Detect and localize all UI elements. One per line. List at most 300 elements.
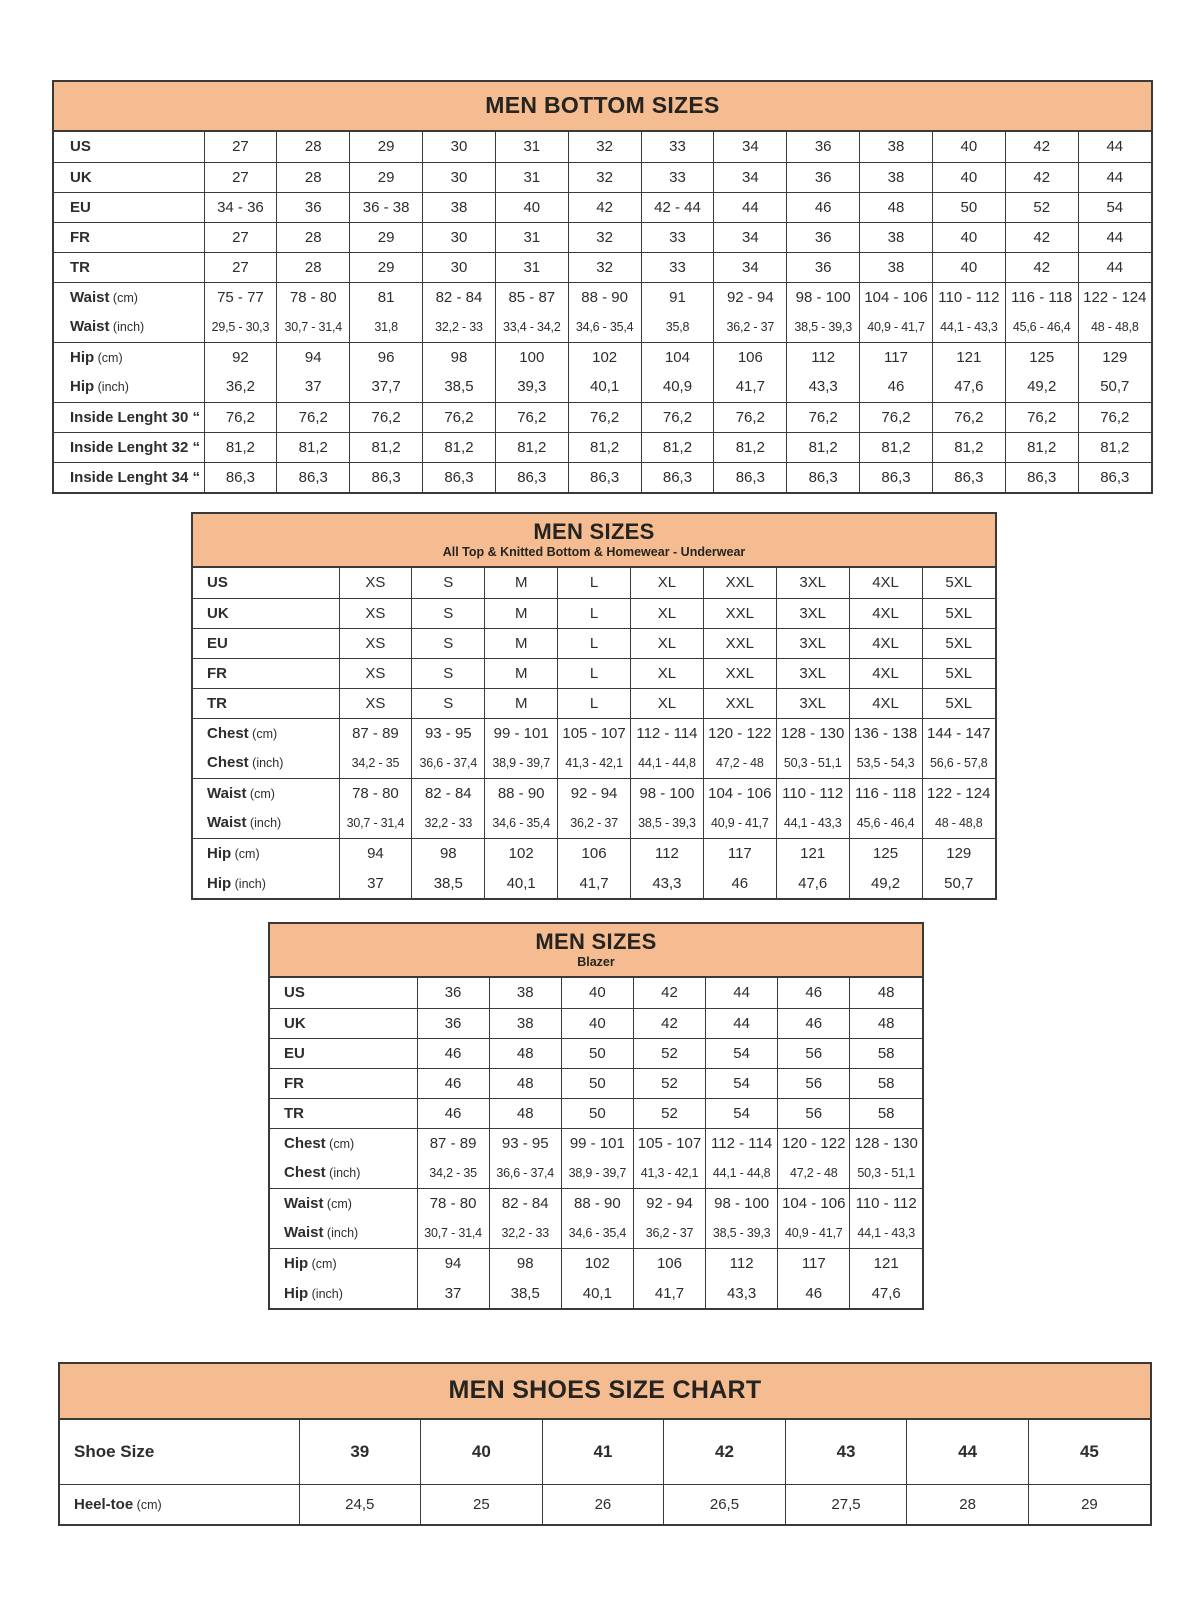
size-cell: 30,7 - 31,4	[417, 1218, 489, 1248]
size-cell: 39,3	[495, 372, 568, 402]
size-cell: XS	[339, 628, 412, 658]
size-cell: 110 - 112	[850, 1188, 922, 1218]
size-cell: 32,2 - 33	[412, 808, 485, 838]
size-cell: 56	[778, 1068, 850, 1098]
row-label-text: Inside Lenght 32 “	[70, 438, 201, 456]
table-row	[193, 718, 995, 748]
size-cell: 98 - 100	[631, 778, 704, 808]
size-cell: 44	[714, 192, 787, 222]
row-label	[193, 628, 339, 658]
size-cell: 40	[421, 1420, 543, 1484]
row-label	[60, 1420, 299, 1484]
size-cell: 42	[664, 1420, 786, 1484]
size-cell: 86,3	[1005, 462, 1078, 492]
size-cell: 88 - 90	[568, 282, 641, 312]
size-cell: 34,2 - 35	[417, 1158, 489, 1188]
size-cell: M	[485, 658, 558, 688]
size-cell: 86,3	[714, 462, 787, 492]
size-cell: 38,5 - 39,3	[706, 1218, 778, 1248]
size-cell: 32	[568, 222, 641, 252]
size-cell: 48	[489, 1068, 561, 1098]
row-label-unit: (inch)	[325, 1166, 361, 1181]
size-cell: 26,5	[664, 1484, 786, 1524]
table-row	[60, 1420, 1150, 1484]
row-label-text: US	[284, 984, 305, 1002]
row-label-text: Waist	[284, 1194, 324, 1212]
table-row	[54, 402, 1151, 432]
size-cell: M	[485, 688, 558, 718]
row-label-unit: (cm)	[325, 1136, 355, 1151]
size-cell: 76,2	[1078, 402, 1151, 432]
size-cell: 41,3 - 42,1	[633, 1158, 705, 1188]
size-cell: 36	[787, 132, 860, 162]
size-cell: 32	[568, 162, 641, 192]
row-label-unit: (inch)	[308, 1286, 343, 1301]
size-cell: 28	[277, 222, 350, 252]
size-cell: 31	[495, 222, 568, 252]
row-label	[54, 372, 204, 402]
size-cell: 93 - 95	[489, 1128, 561, 1158]
size-cell: 37,7	[350, 372, 423, 402]
size-cell: 32,2 - 33	[423, 312, 496, 342]
size-cell: 35,8	[641, 312, 714, 342]
size-cell: 76,2	[1005, 402, 1078, 432]
row-label-unit: (cm)	[231, 846, 260, 861]
size-cell: 37	[339, 868, 412, 898]
size-cell: 43	[785, 1420, 907, 1484]
size-cell: 4XL	[849, 658, 922, 688]
size-cell: 110 - 112	[776, 778, 849, 808]
size-cell: 36	[417, 1008, 489, 1038]
size-grid	[193, 568, 995, 898]
table-title: MEN SHOES SIZE CHART	[448, 1376, 762, 1405]
size-cell: 41,7	[714, 372, 787, 402]
size-cell: 42	[1005, 162, 1078, 192]
size-cell: 34	[714, 132, 787, 162]
row-label	[54, 222, 204, 252]
table-men-sizes-blazer	[268, 922, 924, 1310]
size-grid	[60, 1420, 1150, 1524]
table-row	[193, 688, 995, 718]
table-row	[60, 1484, 1150, 1524]
size-cell: 29	[350, 252, 423, 282]
size-cell: 38,9 - 39,7	[485, 748, 558, 778]
size-cell: 36,2 - 37	[633, 1218, 705, 1248]
row-label	[270, 1068, 417, 1098]
size-cell: 40	[932, 132, 1005, 162]
size-cell: 92 - 94	[558, 778, 631, 808]
size-cell: 106	[633, 1248, 705, 1278]
table-title: MEN SIZES	[533, 519, 655, 545]
row-label-text: Waist	[70, 288, 110, 306]
size-cell: 3XL	[776, 628, 849, 658]
size-cell: 46	[417, 1098, 489, 1128]
size-cell: 50,3 - 51,1	[850, 1158, 922, 1188]
row-label-unit: (cm)	[246, 786, 275, 801]
size-cell: 76,2	[714, 402, 787, 432]
size-cell: 41,7	[558, 868, 631, 898]
size-cell: 44	[1078, 252, 1151, 282]
row-label-text: Waist	[70, 318, 110, 336]
table-men-sizes-tops	[191, 512, 997, 900]
row-label	[270, 1038, 417, 1068]
size-cell: 46	[778, 1278, 850, 1308]
size-cell: 5XL	[922, 568, 995, 598]
row-label-text: FR	[284, 1074, 304, 1092]
size-cell: 3XL	[776, 688, 849, 718]
size-cell: 5XL	[922, 688, 995, 718]
row-label	[54, 132, 204, 162]
row-label	[270, 1278, 417, 1308]
size-cell: 105 - 107	[558, 718, 631, 748]
table-row	[54, 432, 1151, 462]
size-cell: 50	[561, 1038, 633, 1068]
size-cell: 42	[1005, 252, 1078, 282]
size-cell: 94	[277, 342, 350, 372]
row-label-text: UK	[284, 1014, 306, 1032]
row-label	[54, 402, 204, 432]
row-label-text: UK	[207, 604, 229, 622]
row-label-unit: (cm)	[109, 290, 138, 305]
table-row	[193, 628, 995, 658]
table-row	[54, 132, 1151, 162]
table-men-bottom-sizes	[52, 80, 1153, 494]
size-cell: 47,6	[932, 372, 1005, 402]
size-cell: L	[558, 688, 631, 718]
size-cell: XS	[339, 568, 412, 598]
size-cell: 104 - 106	[703, 778, 776, 808]
size-cell: 28	[277, 162, 350, 192]
size-cell: 94	[417, 1248, 489, 1278]
size-cell: 56	[778, 1098, 850, 1128]
size-cell: 3XL	[776, 598, 849, 628]
size-cell: 56	[778, 1038, 850, 1068]
row-label	[270, 1098, 417, 1128]
size-cell: 46	[417, 1038, 489, 1068]
row-label	[54, 462, 204, 492]
size-cell: 116 - 118	[849, 778, 922, 808]
table-row	[54, 222, 1151, 252]
size-cell: 40,9	[641, 372, 714, 402]
size-cell: 44	[907, 1420, 1029, 1484]
row-label	[193, 778, 339, 808]
size-cell: 81,2	[350, 432, 423, 462]
size-cell: 117	[703, 838, 776, 868]
size-cell: 40,9 - 41,7	[703, 808, 776, 838]
size-cell: 76,2	[641, 402, 714, 432]
size-cell: 81,2	[932, 432, 1005, 462]
size-cell: 129	[1078, 342, 1151, 372]
row-label-text: TR	[284, 1104, 304, 1122]
size-cell: 42	[1005, 132, 1078, 162]
size-cell: 87 - 89	[417, 1128, 489, 1158]
table-header	[270, 924, 922, 978]
size-cell: 48 - 48,8	[1078, 312, 1151, 342]
size-cell: 33,4 - 34,2	[495, 312, 568, 342]
size-cell: 92	[204, 342, 277, 372]
row-label-text: Hip	[284, 1254, 309, 1272]
table-row	[193, 808, 995, 838]
size-cell: 58	[850, 1068, 922, 1098]
size-cell: 86,3	[277, 462, 350, 492]
size-cell: 26	[542, 1484, 664, 1524]
size-cell: 44	[1078, 222, 1151, 252]
size-cell: 34	[714, 252, 787, 282]
size-cell: S	[412, 658, 485, 688]
size-cell: 106	[558, 838, 631, 868]
size-cell: 112	[706, 1248, 778, 1278]
size-cell: 112	[787, 342, 860, 372]
size-cell: 36	[787, 162, 860, 192]
size-cell: 3XL	[776, 568, 849, 598]
size-cell: 40	[932, 162, 1005, 192]
size-cell: 5XL	[922, 628, 995, 658]
row-label-text: Inside Lenght 34 “	[70, 468, 201, 486]
row-label-text: TR	[207, 694, 227, 712]
size-cell: 128 - 130	[850, 1128, 922, 1158]
row-label-text: Shoe Size	[74, 1441, 155, 1461]
size-cell: 81,2	[204, 432, 277, 462]
size-cell: 121	[850, 1248, 922, 1278]
table-row	[270, 1008, 922, 1038]
table-header	[60, 1364, 1150, 1420]
table-row	[270, 1068, 922, 1098]
size-cell: 54	[706, 1098, 778, 1128]
size-cell: 48	[489, 1098, 561, 1128]
size-cell: 47,6	[776, 868, 849, 898]
size-cell: 46	[787, 192, 860, 222]
size-cell: 38,5 - 39,3	[787, 312, 860, 342]
size-cell: 50	[561, 1068, 633, 1098]
row-label	[193, 568, 339, 598]
row-label-text: FR	[207, 664, 227, 682]
size-cell: 120 - 122	[703, 718, 776, 748]
size-cell: 52	[633, 1038, 705, 1068]
size-cell: 58	[850, 1098, 922, 1128]
size-cell: 28	[277, 132, 350, 162]
size-cell: 41	[542, 1420, 664, 1484]
size-cell: 49,2	[849, 868, 922, 898]
row-label	[54, 282, 204, 312]
row-label	[54, 192, 204, 222]
table-header	[193, 514, 995, 568]
row-label-text: Hip	[70, 348, 95, 366]
size-cell: 36,6 - 37,4	[489, 1158, 561, 1188]
size-cell: 37	[417, 1278, 489, 1308]
size-cell: 86,3	[641, 462, 714, 492]
size-cell: 32	[568, 252, 641, 282]
size-cell: L	[558, 658, 631, 688]
size-cell: S	[412, 568, 485, 598]
size-cell: 48	[860, 192, 933, 222]
size-cell: XL	[631, 628, 704, 658]
size-cell: 82 - 84	[412, 778, 485, 808]
size-cell: 47,6	[850, 1278, 922, 1308]
size-cell: 81,2	[277, 432, 350, 462]
size-cell: L	[558, 598, 631, 628]
size-cell: 39	[299, 1420, 421, 1484]
size-cell: 38	[860, 252, 933, 282]
size-cell: 120 - 122	[778, 1128, 850, 1158]
row-label	[193, 688, 339, 718]
size-cell: 34,6 - 35,4	[485, 808, 558, 838]
size-cell: 42	[568, 192, 641, 222]
size-cell: 88 - 90	[485, 778, 558, 808]
row-label-text: Chest	[207, 754, 249, 772]
size-cell: 30	[423, 162, 496, 192]
size-cell: 112	[631, 838, 704, 868]
size-cell: 27,5	[785, 1484, 907, 1524]
size-cell: 46	[778, 978, 850, 1008]
row-label-unit: (inch)	[248, 756, 284, 771]
size-cell: 29	[350, 132, 423, 162]
size-cell: 29,5 - 30,3	[204, 312, 277, 342]
size-cell: 78 - 80	[277, 282, 350, 312]
size-cell: 38	[860, 132, 933, 162]
size-cell: 42	[633, 978, 705, 1008]
row-label-text: Waist	[284, 1224, 324, 1242]
row-label-unit: (inch)	[231, 876, 266, 891]
size-cell: 31	[495, 162, 568, 192]
size-cell: 81,2	[641, 432, 714, 462]
size-cell: L	[558, 568, 631, 598]
size-cell: 92 - 94	[714, 282, 787, 312]
size-cell: 29	[350, 162, 423, 192]
size-cell: 144 - 147	[922, 718, 995, 748]
size-cell: 52	[633, 1068, 705, 1098]
size-cell: XL	[631, 598, 704, 628]
size-cell: 54	[706, 1068, 778, 1098]
size-cell: XS	[339, 688, 412, 718]
row-label	[54, 252, 204, 282]
size-cell: 76,2	[932, 402, 1005, 432]
size-cell: 47,2 - 48	[778, 1158, 850, 1188]
size-cell: 31	[495, 132, 568, 162]
table-row	[270, 978, 922, 1008]
size-cell: 34	[714, 162, 787, 192]
size-cell: 125	[849, 838, 922, 868]
size-cell: 42 - 44	[641, 192, 714, 222]
size-cell: 81	[350, 282, 423, 312]
size-cell: 43,3	[787, 372, 860, 402]
size-cell: 87 - 89	[339, 718, 412, 748]
table-subtitle: Blazer	[577, 954, 615, 969]
size-cell: 76,2	[495, 402, 568, 432]
row-label-text: US	[207, 574, 228, 592]
size-cell: 129	[922, 838, 995, 868]
table-title: MEN BOTTOM SIZES	[485, 92, 720, 119]
size-cell: 40,9 - 41,7	[860, 312, 933, 342]
size-cell: 40	[495, 192, 568, 222]
size-cell: 27	[204, 132, 277, 162]
size-cell: 81,2	[1078, 432, 1151, 462]
row-label-unit: (cm)	[94, 350, 123, 365]
size-cell: 25	[421, 1484, 543, 1524]
table-row	[54, 342, 1151, 372]
size-cell: 36,2 - 37	[714, 312, 787, 342]
size-cell: 58	[850, 1038, 922, 1068]
row-label-text: Chest	[284, 1164, 326, 1182]
row-label-text: Hip	[284, 1284, 309, 1302]
size-cell: 33	[641, 252, 714, 282]
size-cell: 40,1	[485, 868, 558, 898]
table-row	[193, 868, 995, 898]
row-label-text: EU	[284, 1044, 305, 1062]
size-cell: 86,3	[204, 462, 277, 492]
size-cell: M	[485, 628, 558, 658]
size-cell: L	[558, 628, 631, 658]
size-cell: XXL	[703, 658, 776, 688]
size-cell: 44	[706, 1008, 778, 1038]
table-subtitle: All Top & Knitted Bottom & Homewear - Underwear	[442, 544, 746, 559]
row-label	[193, 868, 339, 898]
size-cell: 38,9 - 39,7	[561, 1158, 633, 1188]
size-cell: 86,3	[860, 462, 933, 492]
row-label-text: EU	[70, 198, 91, 216]
size-cell: 82 - 84	[423, 282, 496, 312]
size-cell: 34 - 36	[204, 192, 277, 222]
size-cell: 38,5	[423, 372, 496, 402]
size-cell: 48	[850, 978, 922, 1008]
size-cell: 36,2	[204, 372, 277, 402]
size-cell: 93 - 95	[412, 718, 485, 748]
size-cell: 104 - 106	[860, 282, 933, 312]
size-cell: 44,1 - 43,3	[776, 808, 849, 838]
size-cell: XL	[631, 658, 704, 688]
size-cell: 29	[1028, 1484, 1150, 1524]
row-label	[193, 718, 339, 748]
size-cell: 91	[641, 282, 714, 312]
size-cell: 40	[932, 222, 1005, 252]
size-cell: 38	[489, 978, 561, 1008]
size-cell: 78 - 80	[339, 778, 412, 808]
table-title: MEN SIZES	[535, 929, 657, 955]
size-cell: 30	[423, 222, 496, 252]
size-cell: 3XL	[776, 658, 849, 688]
row-label	[54, 162, 204, 192]
size-cell: 36	[787, 222, 860, 252]
size-cell: 102	[561, 1248, 633, 1278]
row-label-text: Waist	[207, 814, 247, 832]
table-row	[270, 1128, 922, 1158]
table-header	[54, 82, 1151, 132]
size-cell: 4XL	[849, 568, 922, 598]
size-cell: 36	[417, 978, 489, 1008]
size-cell: 121	[932, 342, 1005, 372]
size-cell: 32,2 - 33	[489, 1218, 561, 1248]
size-cell: S	[412, 688, 485, 718]
size-cell: 29	[350, 222, 423, 252]
size-cell: 106	[714, 342, 787, 372]
row-label-unit: (cm)	[133, 1497, 162, 1512]
size-cell: 94	[339, 838, 412, 868]
row-label	[270, 1248, 417, 1278]
row-label-text: Heel-toe	[74, 1495, 134, 1513]
size-cell: 43,3	[706, 1278, 778, 1308]
size-cell: 44,1 - 43,3	[850, 1218, 922, 1248]
size-cell: 122 - 124	[1078, 282, 1151, 312]
row-label-unit: (cm)	[308, 1256, 337, 1271]
table-row	[54, 462, 1151, 492]
size-cell: 76,2	[860, 402, 933, 432]
size-cell: S	[412, 628, 485, 658]
table-men-shoes-size-chart	[58, 1362, 1152, 1526]
size-cell: 128 - 130	[776, 718, 849, 748]
table-row	[270, 1098, 922, 1128]
size-cell: 75 - 77	[204, 282, 277, 312]
size-cell: 40,9 - 41,7	[778, 1218, 850, 1248]
table-row	[270, 1218, 922, 1248]
